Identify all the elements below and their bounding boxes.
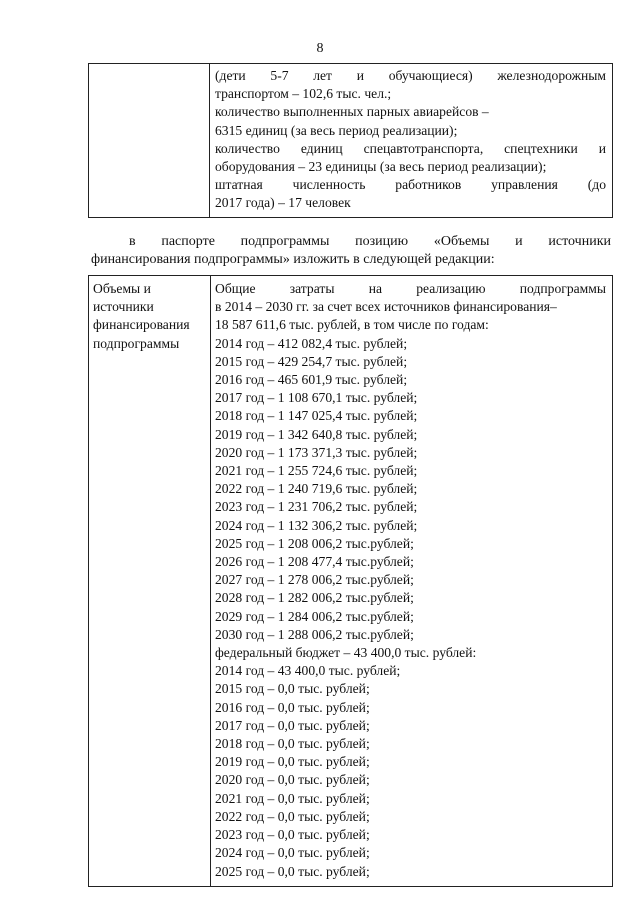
text-line: 2025 год – 1 208 006,2 тыс.рублей; — [215, 535, 414, 551]
financing-table — [88, 275, 613, 887]
text-line: 2027 год – 1 278 006,2 тыс.рублей; — [215, 572, 414, 588]
text-line: 2025 год – 0,0 тыс. рублей; — [215, 863, 370, 879]
text-line: 2017 год – 1 108 670,1 тыс. рублей; — [215, 390, 418, 406]
text-line: 2021 год – 0,0 тыс. рублей; — [215, 790, 370, 806]
text-line: 18 587 611,6 тыс. рублей, в том числе по годам: — [215, 317, 489, 333]
text-line: 2014 год – 43 400,0 тыс. рублей; — [215, 663, 401, 679]
indicators-cell — [210, 64, 613, 218]
text-line: 2014 год – 412 082,4 тыс. рублей; — [215, 335, 408, 351]
text-line: 2024 год – 0,0 тыс. рублей; — [215, 845, 370, 861]
amendment-paragraph — [91, 233, 611, 269]
text-line: 2024 год – 1 132 306,2 тыс. рублей; — [215, 517, 418, 533]
text-line: оборудования – 23 единицы (за весь период реализации); — [215, 159, 547, 175]
paragraph-line: в паспорте подпрограммы позицию «Объемы и источники — [129, 234, 611, 249]
text-line: 2022 год – 0,0 тыс. рублей; — [215, 808, 370, 824]
financing-details-cell — [211, 276, 613, 887]
text-line: в 2014 – 2030 гг. за счет всех источников финансирования– — [215, 299, 557, 315]
continuation-table — [88, 63, 613, 218]
text-line: 2016 год – 465 601,9 тыс. рублей; — [215, 372, 408, 388]
text-line: Общие затраты на реализацию подпрограммы — [215, 281, 606, 296]
text-line: 2017 год – 0,0 тыс. рублей; — [215, 717, 370, 733]
text-line: 2020 год – 1 173 371,3 тыс. рублей; — [215, 444, 418, 460]
text-line: подпрограммы — [93, 335, 180, 351]
text-line: 2017 года) – 17 человек — [215, 195, 351, 211]
text-line: 2015 год – 429 254,7 тыс. рублей; — [215, 353, 408, 369]
text-line: 2018 год – 1 147 025,4 тыс. рублей; — [215, 408, 418, 424]
empty-left-cell — [89, 64, 210, 218]
text-line: 2022 год – 1 240 719,6 тыс. рублей; — [215, 481, 418, 497]
text-line: 2030 год – 1 288 006,2 тыс.рублей; — [215, 626, 414, 642]
text-line: 2018 год – 0,0 тыс. рублей; — [215, 736, 370, 752]
text-line: 2023 год – 1 231 706,2 тыс. рублей; — [215, 499, 418, 515]
position-label-cell — [89, 276, 211, 887]
text-line: 2020 год – 0,0 тыс. рублей; — [215, 772, 370, 788]
text-line: транспортом – 102,6 тыс. чел.; — [215, 86, 392, 102]
text-line: 2023 год – 0,0 тыс. рублей; — [215, 827, 370, 843]
text-line: источники — [93, 299, 154, 315]
text-line: (дети 5-7 лет и обучающиеся) железнодорожным — [215, 68, 606, 83]
text-line: количество выполненных парных авиарейсов – — [215, 104, 489, 120]
paragraph-line: финансирования подпрограммы» изложить в следующей редакции: — [91, 252, 495, 267]
text-line: 2019 год – 1 342 640,8 тыс. рублей; — [215, 426, 418, 442]
text-line: 2028 год – 1 282 006,2 тыс.рублей; — [215, 590, 414, 606]
text-line: финансирования — [93, 317, 190, 333]
text-line: 2019 год – 0,0 тыс. рублей; — [215, 754, 370, 770]
text-line: количество единиц спецавтотранспорта, спецтехники и — [215, 140, 606, 156]
text-line: федеральный бюджет – 43 400,0 тыс. рублей: — [215, 645, 477, 661]
text-line: 2026 год – 1 208 477,4 тыс.рублей; — [215, 554, 414, 570]
page-number: 8 — [316, 41, 324, 56]
text-line: штатная численность работников управления (до — [215, 177, 606, 193]
table-row — [89, 64, 613, 218]
text-line: 2029 год – 1 284 006,2 тыс.рублей; — [215, 608, 414, 624]
text-line: 2021 год – 1 255 724,6 тыс. рублей; — [215, 463, 418, 479]
text-line: Объемы и — [93, 281, 151, 296]
text-line: 2016 год – 0,0 тыс. рублей; — [215, 699, 370, 715]
text-line: 6315 единиц (за весь период реализации); — [215, 122, 458, 138]
table-row — [89, 276, 613, 887]
text-line: 2015 год – 0,0 тыс. рублей; — [215, 681, 370, 697]
